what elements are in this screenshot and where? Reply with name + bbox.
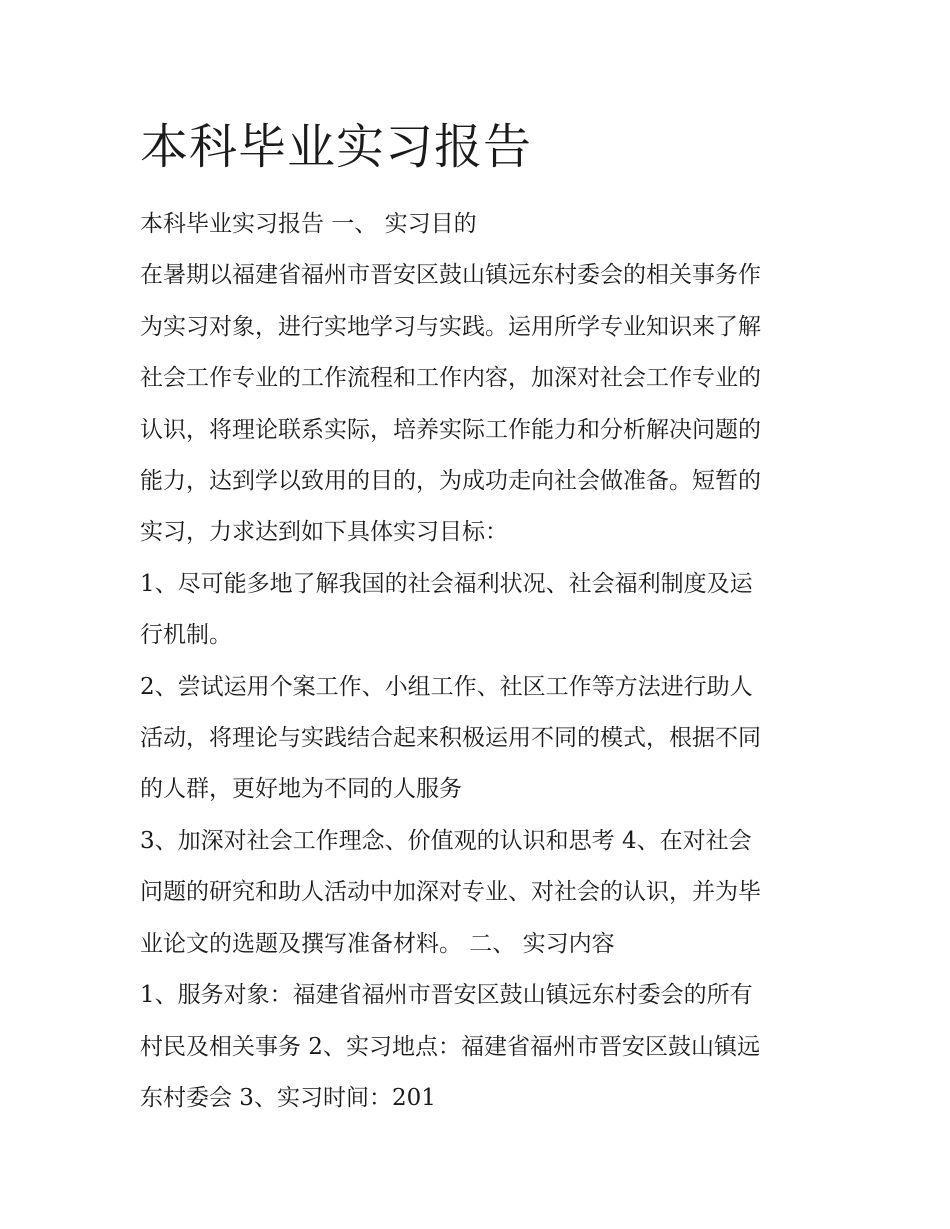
body-line: 在暑期以福建省福州市晋安区鼓山镇远东村委会的相关事务作 [140, 262, 761, 289]
body-line: 认识，将理论联系实际，培养实际工作能力和分析解决问题的 [140, 416, 761, 443]
document-body [140, 199, 820, 1124]
body-line: 社会工作专业的工作流程和工作内容，加深对社会工作专业的 [140, 365, 761, 392]
body-line: 2、尝试运用个案工作、小组工作、社区工作等方法进行助人 [140, 673, 753, 700]
body-line: 实习，力求达到如下具体实习目标： [140, 519, 508, 546]
body-line: 1、尽可能多地了解我国的社会福利状况、社会福利制度及运 [140, 570, 753, 597]
body-line: 1、服务对象：福建省福州市晋安区鼓山镇远东村委会的所有 [140, 982, 753, 1009]
body-line: 问题的研究和助人活动中加深对专业、对社会的认识，并为毕 [140, 879, 761, 906]
body-line: 村民及相关事务 2、实习地点：福建省福州市晋安区鼓山镇远 [140, 1033, 760, 1060]
body-line: 业论文的选题及撰写准备材料。 二、 实习内容 [140, 930, 615, 957]
page-title: 本科毕业实习报告 [140, 119, 533, 175]
body-line: 本科毕业实习报告 一、 实习目的 [140, 211, 477, 237]
body-line: 为实习对象，进行实地学习与实践。运用所学专业知识来了解 [140, 313, 761, 340]
body-line: 3、加深对社会工作理念、价值观的认识和思考 4、在对社会 [140, 827, 752, 854]
body-line: 能力，达到学以致用的目的，为成功走向社会做准备。短暂的 [140, 468, 761, 495]
body-line: 东村委会 3、实习时间：201 [140, 1084, 436, 1111]
body-line: 行机制。 [140, 622, 232, 649]
body-line: 的人群，更好地为不同的人服务 [140, 776, 462, 803]
body-line: 活动，将理论与实践结合起来积极运用不同的模式，根据不同 [140, 725, 761, 752]
